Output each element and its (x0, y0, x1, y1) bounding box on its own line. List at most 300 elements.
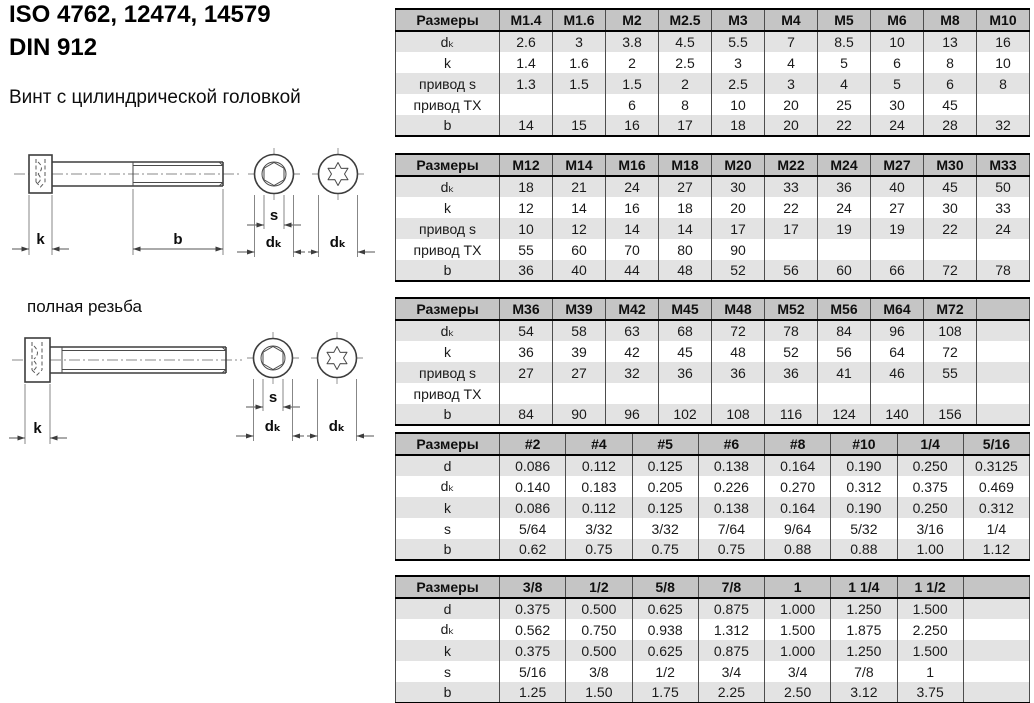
table-row (396, 404, 1030, 425)
value-cell: 0.500 (566, 598, 632, 619)
value-cell: 5.5 (712, 31, 765, 52)
row-label-cell: d (396, 598, 500, 619)
value-cell: 55 (924, 362, 977, 383)
value-cell: 0.125 (632, 455, 698, 476)
table-row (396, 115, 1030, 136)
value-cell: 16 (606, 115, 659, 136)
row-label-cell: dₖ (396, 176, 500, 197)
value-cell (963, 682, 1029, 703)
row-label-cell: привод TX (396, 94, 500, 115)
value-cell: 40 (871, 176, 924, 197)
row-label-cell: привод s (396, 218, 500, 239)
value-cell: 70 (606, 239, 659, 260)
table-row (396, 341, 1030, 362)
value-cell: 58 (553, 320, 606, 341)
table-row (396, 320, 1030, 341)
value-cell: 0.625 (632, 640, 698, 661)
b-dimension (133, 189, 223, 255)
size-column-header: #2 (500, 433, 566, 455)
value-cell: 4 (818, 73, 871, 94)
value-cell: 36 (765, 362, 818, 383)
dim-label-s: s (269, 207, 279, 224)
value-cell: 0.138 (698, 497, 764, 518)
value-cell: 72 (924, 341, 977, 362)
value-cell: 3.75 (897, 682, 963, 703)
value-cell: 22 (765, 197, 818, 218)
size-column-header: 1/2 (566, 576, 632, 598)
value-cell: 56 (818, 341, 871, 362)
value-cell (500, 383, 553, 404)
table-row (396, 94, 1030, 115)
size-column-header: M24 (818, 154, 871, 176)
table-row (396, 539, 1030, 560)
value-cell: 3/32 (632, 518, 698, 539)
value-cell: 2.50 (765, 682, 831, 703)
value-cell: 12 (500, 197, 553, 218)
value-cell: 3/16 (897, 518, 963, 539)
value-cell (924, 383, 977, 404)
row-label-cell: привод TX (396, 383, 500, 404)
value-cell (977, 383, 1030, 404)
size-column-header: M72 (924, 298, 977, 320)
value-cell: 0.500 (566, 640, 632, 661)
size-column-header: M4 (765, 9, 818, 31)
size-column-header: 5/16 (963, 433, 1029, 455)
value-cell: 33 (765, 176, 818, 197)
value-cell: 30 (712, 176, 765, 197)
value-cell: 48 (659, 260, 712, 281)
value-cell: 4.5 (659, 31, 712, 52)
value-cell: 0.375 (500, 640, 566, 661)
row-label-cell: b (396, 115, 500, 136)
size-column-header: 1 1/2 (897, 576, 963, 598)
value-cell (977, 341, 1030, 362)
value-cell: 1.00 (897, 539, 963, 560)
row-label-cell: привод s (396, 73, 500, 94)
value-cell: 96 (871, 320, 924, 341)
value-cell: 1.250 (831, 598, 897, 619)
screw-drawing-partial-thread (8, 145, 380, 265)
value-cell: 1.5 (606, 73, 659, 94)
value-cell: 1.500 (897, 640, 963, 661)
value-cell: 1.4 (500, 52, 553, 73)
value-cell: 0.138 (698, 455, 764, 476)
value-cell: 66 (871, 260, 924, 281)
value-cell: 40 (553, 260, 606, 281)
value-cell: 0.250 (897, 455, 963, 476)
dimensions-table-imperial-large (395, 575, 1030, 703)
dim-label-b: b (173, 231, 183, 248)
size-column-header: M1.6 (553, 9, 606, 31)
value-cell: 0.164 (765, 497, 831, 518)
value-cell: 2 (606, 52, 659, 73)
value-cell: 5/16 (500, 661, 566, 682)
value-cell (924, 239, 977, 260)
table-row (396, 260, 1030, 281)
size-column-header: M5 (818, 9, 871, 31)
sizes-header-cell: Размеры (396, 576, 500, 598)
value-cell: 42 (606, 341, 659, 362)
dimensions-table-metric-small (395, 8, 1030, 137)
table-row (396, 52, 1030, 73)
value-cell: 8 (659, 94, 712, 115)
value-cell: 3/32 (566, 518, 632, 539)
value-cell: 1.3 (500, 73, 553, 94)
value-cell: 1.75 (632, 682, 698, 703)
torx-end-view (311, 332, 363, 384)
hex-socket-end-view (248, 148, 300, 200)
dk-dimension-torx-view (307, 379, 374, 441)
value-cell: 3.8 (606, 31, 659, 52)
value-cell: 60 (818, 260, 871, 281)
value-cell: 17 (659, 115, 712, 136)
value-cell: 33 (977, 197, 1030, 218)
value-cell: 24 (818, 197, 871, 218)
size-column-header: M27 (871, 154, 924, 176)
page-title-iso: ISO 4762, 12474, 14579 (9, 1, 271, 28)
table-header-row (396, 154, 1030, 176)
value-cell (963, 598, 1029, 619)
row-label-cell: d (396, 455, 500, 476)
value-cell: 20 (712, 197, 765, 218)
value-cell (963, 619, 1029, 640)
table-row (396, 362, 1030, 383)
value-cell: 55 (500, 239, 553, 260)
row-label-cell: привод s (396, 362, 500, 383)
size-column-header: M22 (765, 154, 818, 176)
table-row (396, 476, 1030, 497)
size-column-header: M20 (712, 154, 765, 176)
value-cell: 3/8 (566, 661, 632, 682)
value-cell: 18 (500, 176, 553, 197)
row-label-cell: dₖ (396, 619, 500, 640)
value-cell: 10 (977, 52, 1030, 73)
value-cell: 84 (500, 404, 553, 425)
value-cell: 1.500 (765, 619, 831, 640)
value-cell: 6 (606, 94, 659, 115)
value-cell: 50 (977, 176, 1030, 197)
value-cell: 0.270 (765, 476, 831, 497)
full-thread-note: полная резьба (27, 297, 142, 316)
size-column-header: M8 (924, 9, 977, 31)
screw-drawing-full-thread (8, 330, 380, 475)
table-row (396, 218, 1030, 239)
value-cell: 56 (765, 260, 818, 281)
value-cell: 3/4 (698, 661, 764, 682)
value-cell: 20 (765, 115, 818, 136)
value-cell (963, 661, 1029, 682)
value-cell (712, 383, 765, 404)
value-cell: 3 (553, 31, 606, 52)
value-cell: 1/4 (963, 518, 1029, 539)
value-cell: 0.183 (566, 476, 632, 497)
value-cell: 8 (924, 52, 977, 73)
value-cell: 124 (818, 404, 871, 425)
value-cell: 30 (871, 94, 924, 115)
value-cell: 2.5 (659, 52, 712, 73)
table-row (396, 661, 1030, 682)
size-column-header: 7/8 (698, 576, 764, 598)
k-dimension (12, 195, 69, 255)
value-cell: 0.3125 (963, 455, 1029, 476)
value-cell: 96 (606, 404, 659, 425)
dim-label-k: k (33, 420, 42, 437)
value-cell: 0.112 (566, 497, 632, 518)
value-cell (818, 383, 871, 404)
size-column-header: M56 (818, 298, 871, 320)
value-cell: 3 (765, 73, 818, 94)
size-column-header: M36 (500, 298, 553, 320)
value-cell: 0.88 (831, 539, 897, 560)
value-cell: 0.625 (632, 598, 698, 619)
value-cell: 0.750 (566, 619, 632, 640)
value-cell: 6 (924, 73, 977, 94)
value-cell: 0.562 (500, 619, 566, 640)
value-cell: 16 (606, 197, 659, 218)
dim-label-dk: dₖ (265, 234, 283, 251)
value-cell: 36 (712, 362, 765, 383)
size-column-header: M2.5 (659, 9, 712, 31)
size-column-header: M64 (871, 298, 924, 320)
value-cell: 0.875 (698, 640, 764, 661)
value-cell: 54 (500, 320, 553, 341)
value-cell (977, 94, 1030, 115)
value-cell: 0.140 (500, 476, 566, 497)
value-cell: 5 (871, 73, 924, 94)
value-cell: 156 (924, 404, 977, 425)
value-cell: 1.250 (831, 640, 897, 661)
sizes-header-cell: Размеры (396, 433, 500, 455)
size-column-header: M18 (659, 154, 712, 176)
value-cell: 15 (553, 115, 606, 136)
value-cell: 0.88 (765, 539, 831, 560)
value-cell: 0.312 (831, 476, 897, 497)
value-cell: 10 (712, 94, 765, 115)
size-column-header: #4 (566, 433, 632, 455)
table-header-row (396, 298, 1030, 320)
value-cell: 45 (659, 341, 712, 362)
value-cell: 78 (765, 320, 818, 341)
value-cell: 140 (871, 404, 924, 425)
hex-socket-end-view (247, 332, 299, 384)
value-cell: 5/32 (831, 518, 897, 539)
value-cell: 2.250 (897, 619, 963, 640)
value-cell: 0.086 (500, 455, 566, 476)
page-subtitle: Винт с цилиндрической головкой (9, 87, 301, 108)
size-column-header: #10 (831, 433, 897, 455)
dim-label-dk: dₖ (329, 234, 347, 251)
value-cell: 52 (712, 260, 765, 281)
size-column-header: M30 (924, 154, 977, 176)
dk-dimension-torx-view (308, 195, 375, 257)
dimensions-table-metric-large (395, 297, 1030, 426)
sizes-header-cell: Размеры (396, 298, 500, 320)
size-column-header: #6 (698, 433, 764, 455)
value-cell: 0.190 (831, 455, 897, 476)
value-cell: 44 (606, 260, 659, 281)
size-column-header: M14 (553, 154, 606, 176)
size-column-header: M3 (712, 9, 765, 31)
value-cell: 0.086 (500, 497, 566, 518)
size-column-header: M45 (659, 298, 712, 320)
value-cell: 45 (924, 94, 977, 115)
screw-side-view (12, 338, 242, 382)
value-cell: 0.164 (765, 455, 831, 476)
size-column-header: M2 (606, 9, 659, 31)
row-label-cell: dₖ (396, 320, 500, 341)
size-column-header: M52 (765, 298, 818, 320)
value-cell: 14 (553, 197, 606, 218)
value-cell: 1.000 (765, 598, 831, 619)
table-row (396, 598, 1030, 619)
value-cell: 18 (659, 197, 712, 218)
value-cell (553, 383, 606, 404)
size-column-header: M10 (977, 9, 1030, 31)
value-cell: 7 (765, 31, 818, 52)
value-cell: 90 (553, 404, 606, 425)
value-cell: 7/64 (698, 518, 764, 539)
size-column-header: M12 (500, 154, 553, 176)
value-cell: 27 (553, 362, 606, 383)
size-column-header (977, 298, 1030, 320)
page-title-din: DIN 912 (9, 34, 98, 61)
value-cell: 27 (500, 362, 553, 383)
value-cell: 1.000 (765, 640, 831, 661)
value-cell: 8.5 (818, 31, 871, 52)
size-column-header: M16 (606, 154, 659, 176)
value-cell: 0.875 (698, 598, 764, 619)
row-label-cell: b (396, 404, 500, 425)
size-column-header: M42 (606, 298, 659, 320)
value-cell: 12 (553, 218, 606, 239)
table-header-row (396, 576, 1030, 598)
value-cell: 22 (924, 218, 977, 239)
value-cell: 1.5 (553, 73, 606, 94)
value-cell: 28 (924, 115, 977, 136)
value-cell (818, 239, 871, 260)
value-cell: 17 (712, 218, 765, 239)
value-cell (977, 320, 1030, 341)
size-column-header: M48 (712, 298, 765, 320)
size-column-header: #5 (632, 433, 698, 455)
value-cell: 63 (606, 320, 659, 341)
value-cell: 6 (871, 52, 924, 73)
value-cell: 17 (765, 218, 818, 239)
row-label-cell: b (396, 682, 500, 703)
value-cell: 1.12 (963, 539, 1029, 560)
dim-label-dk: dₖ (328, 418, 346, 435)
dk-dimension-hex-view (237, 195, 305, 257)
sizes-header-cell: Размеры (396, 9, 500, 31)
table-header-row (396, 433, 1030, 455)
value-cell: 9/64 (765, 518, 831, 539)
value-cell: 1.25 (500, 682, 566, 703)
value-cell: 8 (977, 73, 1030, 94)
row-label-cell: привод TX (396, 239, 500, 260)
value-cell: 22 (818, 115, 871, 136)
row-label-cell: s (396, 661, 500, 682)
table-row (396, 197, 1030, 218)
value-cell: 1.500 (897, 598, 963, 619)
value-cell: 5/64 (500, 518, 566, 539)
value-cell: 36 (659, 362, 712, 383)
value-cell: 16 (977, 31, 1030, 52)
size-column-header (963, 576, 1029, 598)
value-cell: 84 (818, 320, 871, 341)
value-cell: 68 (659, 320, 712, 341)
value-cell: 52 (765, 341, 818, 362)
size-column-header: M6 (871, 9, 924, 31)
size-column-header: M1.4 (500, 9, 553, 31)
value-cell: 41 (818, 362, 871, 383)
value-cell (977, 404, 1030, 425)
value-cell: 0.190 (831, 497, 897, 518)
value-cell: 0.112 (566, 455, 632, 476)
value-cell: 14 (606, 218, 659, 239)
value-cell: 0.62 (500, 539, 566, 560)
row-label-cell: k (396, 197, 500, 218)
value-cell: 21 (553, 176, 606, 197)
row-label-cell: k (396, 497, 500, 518)
value-cell: 108 (712, 404, 765, 425)
value-cell: 4 (765, 52, 818, 73)
value-cell: 10 (871, 31, 924, 52)
value-cell: 0.205 (632, 476, 698, 497)
size-column-header: M33 (977, 154, 1030, 176)
value-cell: 78 (977, 260, 1030, 281)
row-label-cell: b (396, 539, 500, 560)
value-cell (977, 362, 1030, 383)
value-cell: 0.250 (897, 497, 963, 518)
value-cell: 64 (871, 341, 924, 362)
value-cell: 60 (553, 239, 606, 260)
table-row (396, 176, 1030, 197)
value-cell: 30 (924, 197, 977, 218)
value-cell: 27 (871, 197, 924, 218)
value-cell: 0.75 (566, 539, 632, 560)
value-cell (606, 383, 659, 404)
table-row (396, 518, 1030, 539)
value-cell: 5 (818, 52, 871, 73)
value-cell: 1 (897, 661, 963, 682)
value-cell: 1/2 (632, 661, 698, 682)
size-column-header: #8 (765, 433, 831, 455)
value-cell: 1.50 (566, 682, 632, 703)
value-cell: 24 (977, 218, 1030, 239)
value-cell: 45 (924, 176, 977, 197)
value-cell: 0.75 (698, 539, 764, 560)
value-cell: 2.25 (698, 682, 764, 703)
value-cell: 32 (977, 115, 1030, 136)
value-cell: 3.12 (831, 682, 897, 703)
table-row (396, 239, 1030, 260)
value-cell: 0.469 (963, 476, 1029, 497)
value-cell: 14 (500, 115, 553, 136)
table-row (396, 31, 1030, 52)
value-cell: 48 (712, 341, 765, 362)
value-cell: 116 (765, 404, 818, 425)
dimensions-table-metric-medium (395, 153, 1030, 282)
value-cell: 72 (924, 260, 977, 281)
value-cell: 36 (818, 176, 871, 197)
value-cell: 27 (659, 176, 712, 197)
value-cell: 25 (818, 94, 871, 115)
row-label-cell: k (396, 640, 500, 661)
value-cell: 36 (500, 260, 553, 281)
s-dimension (247, 195, 301, 229)
value-cell: 1.875 (831, 619, 897, 640)
size-column-header: 5/8 (632, 576, 698, 598)
